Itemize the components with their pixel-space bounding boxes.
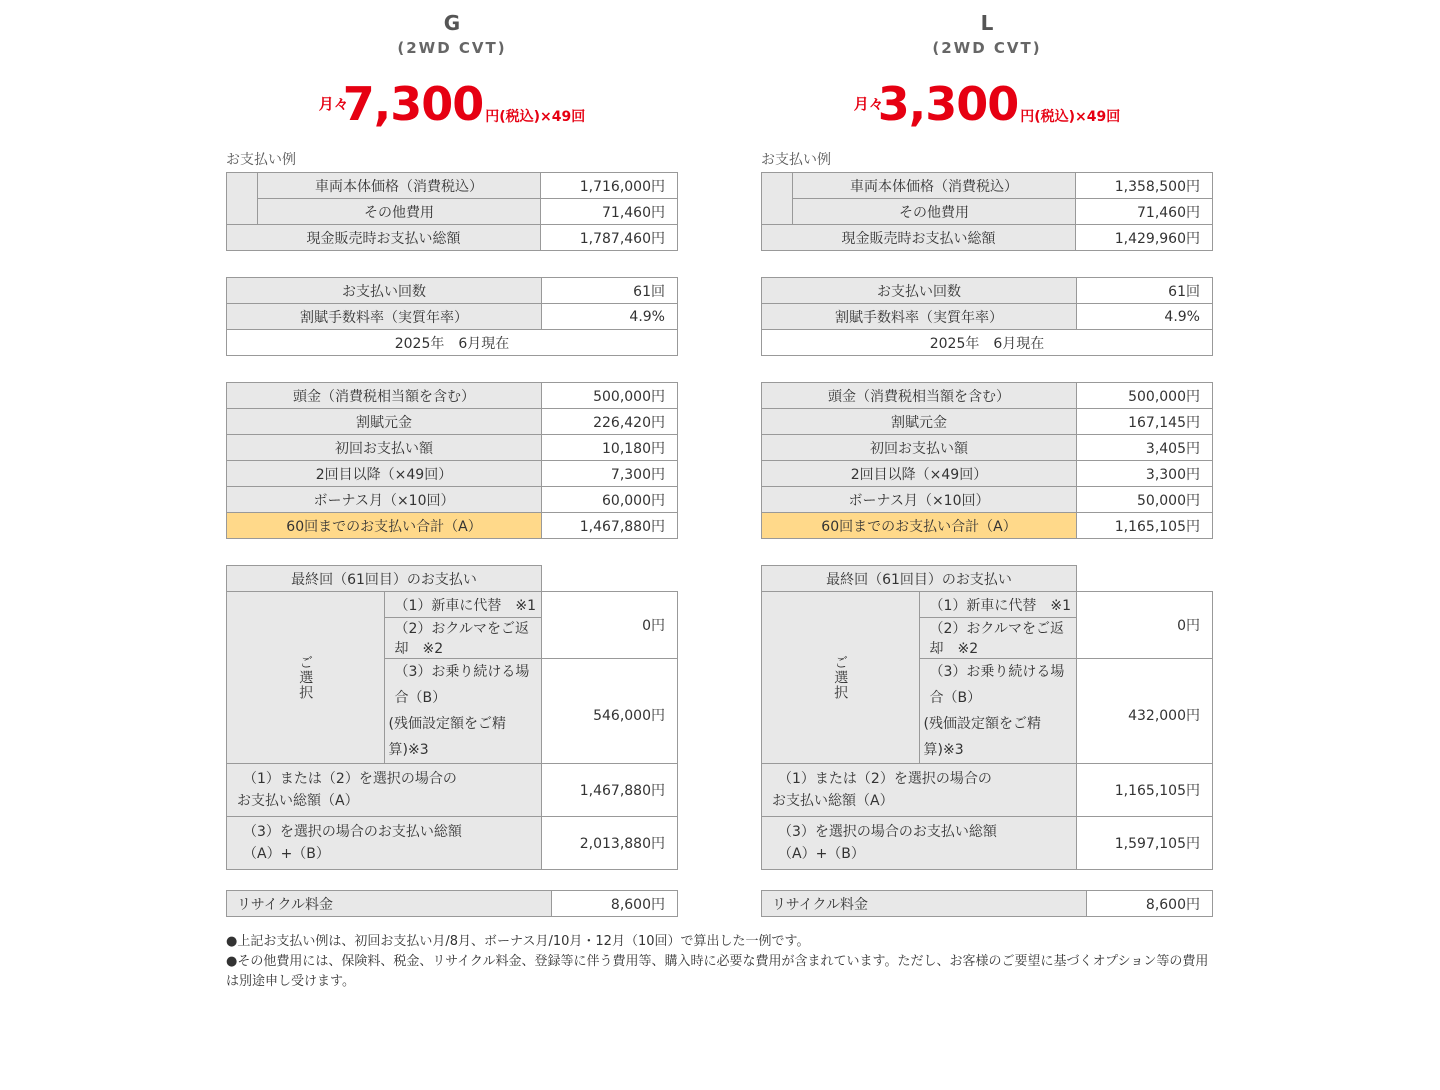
option-2-label: （2）おクルマをご返却 ※2 <box>919 618 1077 659</box>
payments-table <box>761 382 1213 539</box>
count-label: お支払い回数 <box>227 278 542 304</box>
table-row <box>227 592 678 618</box>
total-a-value: 1,165,105円 <box>1077 513 1213 539</box>
plan-table <box>761 277 1213 356</box>
table-row <box>227 173 678 199</box>
table-row <box>227 566 678 592</box>
total-12-line1: （1）または（2）を選択の場合の <box>243 771 457 787</box>
payment-label: 2回目以降（×49回） <box>762 461 1077 487</box>
payment-value: 50,000円 <box>1077 487 1213 513</box>
option-3-line1: （3）お乗り続ける場合（B） <box>929 664 1065 706</box>
payment-label: 割賦元金 <box>762 409 1077 435</box>
base-label: その他費用 <box>793 199 1076 225</box>
recycle-table <box>226 890 678 917</box>
table-row <box>762 461 1213 487</box>
count-value: 61回 <box>1077 278 1213 304</box>
table-row <box>762 592 1213 618</box>
table-row <box>227 330 678 356</box>
payment-label: 初回お支払い額 <box>227 435 542 461</box>
selection-side-label <box>762 592 920 764</box>
model-header <box>226 10 678 148</box>
price-suffix: 円(税込)×49回 <box>485 109 586 125</box>
base-value: 1,429,960円 <box>1076 225 1213 251</box>
plan-table <box>226 277 678 356</box>
table-row <box>762 764 1213 817</box>
base-value: 1,358,500円 <box>1076 173 1213 199</box>
indent-cell <box>762 173 793 225</box>
payment-value: 3,300円 <box>1077 461 1213 487</box>
table-row <box>227 461 678 487</box>
total-3-line2: （A）+（B） <box>778 846 865 862</box>
recycle-label: リサイクル料金 <box>762 891 1087 917</box>
rate-label: 割賦手数料率（実質年率） <box>227 304 542 330</box>
option-3-line1: （3）お乗り続ける場合（B） <box>394 664 530 706</box>
total-3-value: 2,013,880円 <box>542 817 678 870</box>
base-value: 71,460円 <box>1076 199 1213 225</box>
table-row <box>762 330 1213 356</box>
table-row <box>762 487 1213 513</box>
footnote: ●上記お支払い例は、初回お支払い月/8月、ボーナス月/10月・12月（10回）で算出した一例です。 <box>226 934 810 949</box>
price-amount: 7,300 <box>342 77 484 131</box>
monthly-label: 月々 <box>318 94 349 113</box>
table-row <box>762 817 1213 870</box>
recycle-label: リサイクル料金 <box>227 891 552 917</box>
table-row <box>227 487 678 513</box>
total-a-label: 60回までのお支払い合計（A） <box>227 513 542 539</box>
total-3-line2: （A）+（B） <box>243 846 330 862</box>
table-row <box>227 304 678 330</box>
base-label: 現金販売時お支払い総額 <box>762 225 1076 251</box>
total-12-label <box>762 764 1077 817</box>
example-label: お支払い例 <box>761 152 831 168</box>
table-row <box>762 435 1213 461</box>
payment-label: 割賦元金 <box>227 409 542 435</box>
base-value: 1,716,000円 <box>541 173 678 199</box>
rate-label: 割賦手数料率（実質年率） <box>762 304 1077 330</box>
price-amount: 3,300 <box>877 77 1019 131</box>
total-12-value: 1,467,880円 <box>542 764 678 817</box>
payment-label: 頭金（消費税相当額を含む） <box>227 383 542 409</box>
table-row <box>227 817 678 870</box>
total-3-label <box>227 817 542 870</box>
total-a-value: 1,467,880円 <box>542 513 678 539</box>
footnotes <box>226 932 1216 992</box>
table-row <box>762 383 1213 409</box>
base-price-table <box>761 172 1213 251</box>
table-row <box>762 409 1213 435</box>
option-3-line2: (残価設定額をご精算)※3 <box>923 716 1041 758</box>
total-3-label <box>762 817 1077 870</box>
option-3-value: 432,000円 <box>1077 659 1213 764</box>
final-payment-table <box>226 565 678 870</box>
payment-value: 500,000円 <box>542 383 678 409</box>
monthly-price <box>226 60 678 148</box>
final-header: 最終回（61回目）のお支払い <box>762 566 1077 592</box>
grade-name: G <box>443 11 461 35</box>
table-row <box>227 409 678 435</box>
option-3-line2: (残価設定額をご精算)※3 <box>388 716 506 758</box>
count-label: お支払い回数 <box>762 278 1077 304</box>
table-row <box>762 173 1213 199</box>
base-value: 1,787,460円 <box>541 225 678 251</box>
table-row <box>762 304 1213 330</box>
selection-label: ご選択 <box>832 655 849 700</box>
table-row <box>227 435 678 461</box>
monthly-label: 月々 <box>853 94 884 113</box>
table-row <box>762 199 1213 225</box>
base-label: 現金販売時お支払い総額 <box>227 225 541 251</box>
recycle-value: 8,600円 <box>552 891 678 917</box>
recycle-value: 8,600円 <box>1087 891 1213 917</box>
payment-value: 3,405円 <box>1077 435 1213 461</box>
payment-label: 2回目以降（×49回） <box>227 461 542 487</box>
count-value: 61回 <box>542 278 678 304</box>
payment-value: 167,145円 <box>1077 409 1213 435</box>
option-12-value: 0円 <box>542 592 678 659</box>
payment-value: 60,000円 <box>542 487 678 513</box>
table-row <box>762 278 1213 304</box>
total-a-label: 60回までのお支払い合計（A） <box>762 513 1077 539</box>
total-3-line1: （3）を選択の場合のお支払い総額 <box>778 824 997 840</box>
drive-type: (2WD CVT) <box>397 39 507 57</box>
base-price-table <box>226 172 678 251</box>
payment-value: 500,000円 <box>1077 383 1213 409</box>
base-label: その他費用 <box>258 199 541 225</box>
base-label: 車両本体価格（消費税込） <box>793 173 1076 199</box>
table-row <box>762 513 1213 539</box>
footnote: ●その他費用には、保険料、税金、リサイクル料金、登録等に伴う費用等、購入時に必要な費用が含まれています。ただし、お客様のご要望に基づくオプション等の費用は別途申し受けます。 <box>226 954 1209 989</box>
option-2-label: （2）おクルマをご返却 ※2 <box>384 618 542 659</box>
option-1-label: （1）新車に代替 ※1 <box>919 592 1077 618</box>
payment-value: 226,420円 <box>542 409 678 435</box>
table-row <box>227 199 678 225</box>
table-row <box>227 513 678 539</box>
option-1-label: （1）新車に代替 ※1 <box>384 592 542 618</box>
total-12-value: 1,165,105円 <box>1077 764 1213 817</box>
final-payment-table <box>761 565 1213 870</box>
payments-table <box>226 382 678 539</box>
total-12-label <box>227 764 542 817</box>
grade-name: L <box>980 11 994 35</box>
payment-value: 10,180円 <box>542 435 678 461</box>
base-label: 車両本体価格（消費税込） <box>258 173 541 199</box>
recycle-table <box>761 890 1213 917</box>
selection-label: ご選択 <box>297 655 314 700</box>
table-row <box>227 891 678 917</box>
model-header <box>761 10 1213 148</box>
payment-label: 頭金（消費税相当額を含む） <box>762 383 1077 409</box>
option-3-value: 546,000円 <box>542 659 678 764</box>
table-row <box>762 566 1213 592</box>
payment-label: ボーナス月（×10回） <box>227 487 542 513</box>
rate-value: 4.9% <box>542 304 678 330</box>
final-header: 最終回（61回目）のお支払い <box>227 566 542 592</box>
table-row <box>227 225 678 251</box>
total-12-line2: お支払い総額（A） <box>772 793 894 809</box>
total-12-line1: （1）または（2）を選択の場合の <box>778 771 992 787</box>
total-3-value: 1,597,105円 <box>1077 817 1213 870</box>
monthly-price <box>761 60 1213 148</box>
rate-value: 4.9% <box>1077 304 1213 330</box>
drive-type: (2WD CVT) <box>932 39 1042 57</box>
payment-label: ボーナス月（×10回） <box>762 487 1077 513</box>
table-row <box>227 383 678 409</box>
payment-label: 初回お支払い額 <box>762 435 1077 461</box>
option-12-value: 0円 <box>1077 592 1213 659</box>
table-row <box>227 764 678 817</box>
option-3-label <box>919 659 1077 764</box>
rate-date: 2025年 6月現在 <box>227 330 678 356</box>
table-row <box>227 278 678 304</box>
base-value: 71,460円 <box>541 199 678 225</box>
selection-side-label <box>227 592 385 764</box>
indent-cell <box>227 173 258 225</box>
table-row <box>762 891 1213 917</box>
option-3-label <box>384 659 542 764</box>
rate-date: 2025年 6月現在 <box>762 330 1213 356</box>
total-3-line1: （3）を選択の場合のお支払い総額 <box>243 824 462 840</box>
price-suffix: 円(税込)×49回 <box>1020 109 1121 125</box>
model-column-l <box>761 0 1213 917</box>
example-label: お支払い例 <box>226 152 296 168</box>
payment-value: 7,300円 <box>542 461 678 487</box>
total-12-line2: お支払い総額（A） <box>237 793 359 809</box>
model-column-g <box>226 0 678 917</box>
table-row <box>762 225 1213 251</box>
